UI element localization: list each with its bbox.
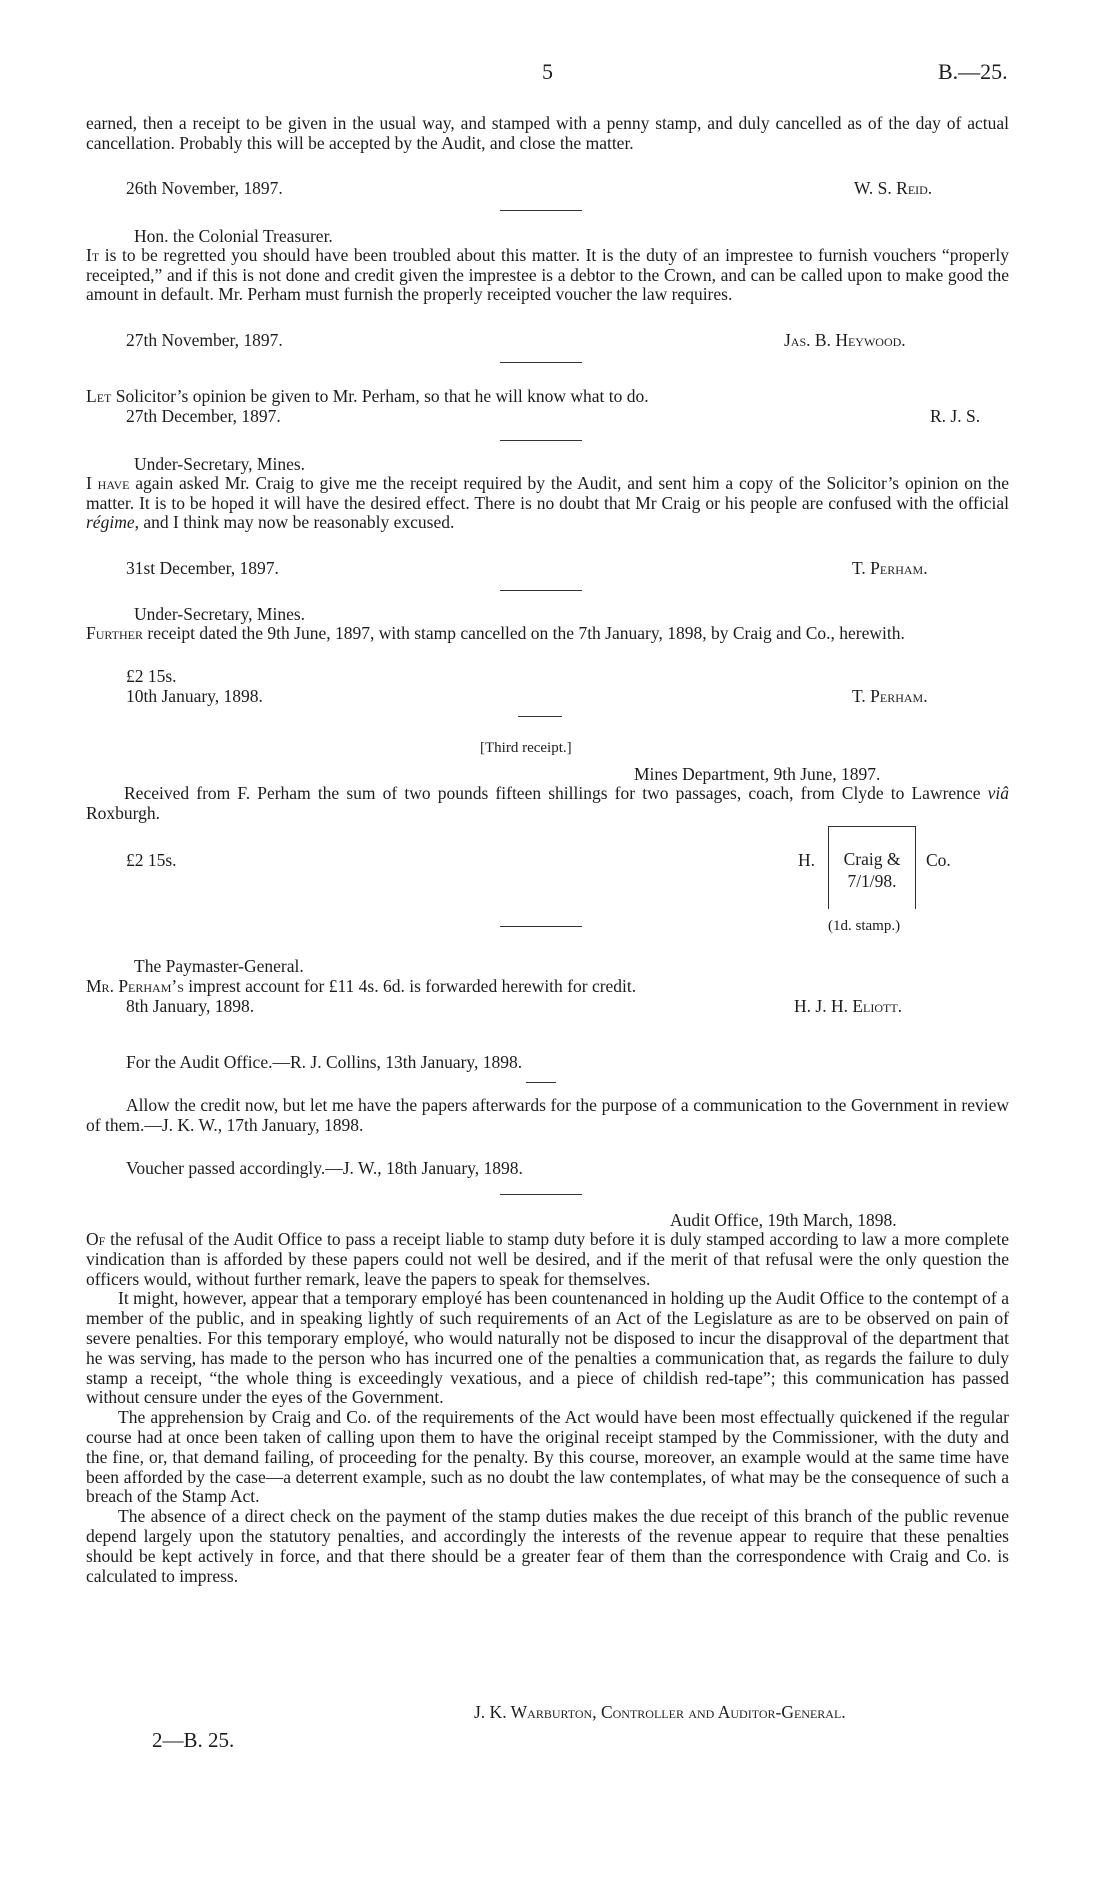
final-lead: Of [86, 1229, 106, 1249]
block4-text-b: , and I think may now be reasonably excused. [134, 512, 455, 533]
block5-date: 10th January, 1898. [126, 686, 263, 706]
section-divider [526, 1082, 556, 1083]
block4-italic: régime [86, 512, 135, 533]
receipt-body-b: Roxburgh. [86, 802, 161, 823]
stamp-label: (1d. stamp.) [828, 918, 901, 934]
block2-date: 27th November, 1897. [126, 330, 283, 350]
block5-amount: £2 15s. [126, 666, 177, 686]
block2-paragraph [86, 246, 1009, 305]
receipt-amount: £2 15s. [126, 850, 177, 870]
page-number: 5 [542, 59, 553, 84]
receipt-body-a: Received from F. Perham the sum of two pounds fifteen shillings for two passages, coach, from Clyde to Lawrence [124, 783, 988, 803]
section-divider [500, 926, 582, 927]
block5-text: receipt dated the 9th June, 1897, with stamp cancelled on the 7th January, 1898, by Craig and Co., herewith. [143, 623, 905, 643]
paper-reference: B.—25. [938, 59, 1008, 84]
block2-lead: It [86, 245, 100, 265]
final-para-1-text: the refusal of the Audit Office to pass a receipt liable to stamp duty before it is duly stamped according to law a more complete vindication than is afforded by these papers could not well be desired, and if the merit of that refusal were the only question the officers would, without further remark, leave the papers to speak for themselves. [86, 1229, 1009, 1289]
section-divider [500, 210, 582, 211]
final-para-2: It might, however, appear that a temporary employé has been countenanced in holding up the Audit Office to the contempt of a member of the public, and in speaking lightly of such requirements of an Act of the Legislature as are to be observed on pain of severe penalties. For this temporary employé, who would naturally not be disposed to incur the disapproval of the department that he was serving, has made to the person who has incurred one of the penalties a communication that, as regards the failure to duly stamp a receipt, “the whole thing is exceedingly vexatious, and a piece of childish red-tape”; this communication has passed without censure under the eyes of the Government. [86, 1288, 1009, 1408]
note2-indent [86, 1095, 126, 1115]
final-memo [86, 1230, 1009, 1586]
audit-note-3: Voucher passed accordingly.—J. W., 18th January, 1898. [126, 1158, 523, 1178]
audit-note-2-text: Allow the credit now, but let me have the papers afterwards for the purpose of a communication to the Government in review of them.—J. K. W., 17th January, 1898. [86, 1095, 1009, 1135]
block3-text: Solicitor’s opinion be given to Mr. Perham, so that he will know what to do. [111, 386, 649, 406]
block5-lead: Further [86, 623, 144, 643]
section-divider [500, 440, 582, 441]
block5-signature: T. Perham. [852, 686, 928, 706]
block4-date: 31st December, 1897. [126, 558, 279, 578]
block1-paragraph: earned, then a receipt to be given in the usual way, and stamped with a penny stamp, and duly cancelled as of the day of actual cancellation. Probably this will be accepted by the Audit, and close the matter. [86, 113, 1009, 153]
final-para-4: The absence of a direct check on the payment of the stamp duties makes the due receipt of this branch of the public revenue depend largely upon the statutory penalties, and accordingly the interests of the revenue appear to require that these penalties should be kept actively in force, and that there should be a greater fear of them than the correspondence with Craig and Co. is calculated to impress. [86, 1506, 1009, 1586]
stamp-line-2: 7/1/98. [847, 871, 897, 891]
block6-signature: H. J. H. Eliott. [794, 996, 903, 1016]
footer-signature-mark: 2—B. 25. [152, 1728, 235, 1752]
receipt-place-date: Mines Department, 9th June, 1897. [634, 764, 881, 784]
block3-signature: R. J. S. [930, 406, 981, 426]
receipt-body [86, 784, 1009, 823]
block4-text-a: again asked Mr. Craig to give me the receipt required by the Audit, and sent him a copy of the Solicitor’s opinion on the matter. It is to be hoped it will have the desired effect. There is no doubt that Mr Craig or his people are confused with the official [86, 473, 1009, 513]
receipt-heading: [Third receipt.] [480, 740, 572, 756]
block6-text: imprest account for £11 4s. 6d. is forwarded herewith for credit. [183, 976, 637, 996]
stamp-box [828, 826, 916, 909]
block4-lead: I have [86, 473, 130, 493]
final-signature: J. K. Warburton, Controller and Auditor-General. [468, 1702, 846, 1722]
section-divider [500, 362, 582, 363]
audit-note-2 [86, 1096, 1009, 1135]
section-divider [518, 716, 562, 717]
block1-date: 26th November, 1897. [126, 178, 283, 198]
section-divider [500, 1194, 582, 1195]
receipt-via: viâ [987, 783, 1009, 803]
stamp-line-1: Craig & [843, 849, 901, 869]
block3-date: 27th December, 1897. [126, 406, 281, 426]
block6-paragraph [86, 976, 636, 996]
block4-signature: T. Perham. [852, 558, 928, 578]
block6-date: 8th January, 1898. [126, 996, 255, 1016]
block3-paragraph [86, 386, 649, 406]
section-divider [500, 590, 582, 591]
receipt-sig-left: H. [798, 850, 816, 870]
block5-paragraph [86, 624, 1009, 644]
audit-note-1: For the Audit Office.—R. J. Collins, 13th January, 1898. [126, 1052, 523, 1072]
final-para-1 [86, 1230, 1009, 1289]
block3-lead: Let [86, 386, 112, 406]
block2-signature: Jas. B. Heywood. [784, 330, 906, 350]
block5-addressee: Under-Secretary, Mines. [134, 604, 306, 624]
receipt-sig-right: Co. [926, 850, 951, 870]
block2-text: is to be regretted you should have been troubled about this matter. It is the duty of an imprestee to furnish vouchers “properly receipted,” and if this is not done and credit given the imprestee is a debtor to the Crown, and can be called upon to make good the amount in default. Mr. Perham must furnish the properly receipted voucher the law requires. [86, 245, 1009, 305]
final-place-date: Audit Office, 19th March, 1898. [670, 1210, 897, 1230]
block6-lead: Mr. Perham’s [86, 976, 184, 996]
block4-paragraph [86, 474, 1009, 533]
block4-addressee: Under-Secretary, Mines. [134, 454, 306, 474]
receipt-indent [86, 783, 124, 803]
block2-addressee: Hon. the Colonial Treasurer. [134, 226, 333, 246]
block1-signature: W. S. Reid. [854, 178, 933, 198]
block6-addressee: The Paymaster-General. [134, 956, 304, 976]
final-para-3: The apprehension by Craig and Co. of the requirements of the Act would have been most effectually quickened if the regular course had at once been taken of calling upon them to have the original receipt stamped by the Commissioner, with the duty and the fine, or, that demand failing, of proceeding for the penalty. By this course, moreover, an example would at the same time have been afforded by the case—a deterrent example, such as no doubt the law contemplates, of what may be the consequence of such a breach of the Stamp Act. [86, 1407, 1009, 1507]
